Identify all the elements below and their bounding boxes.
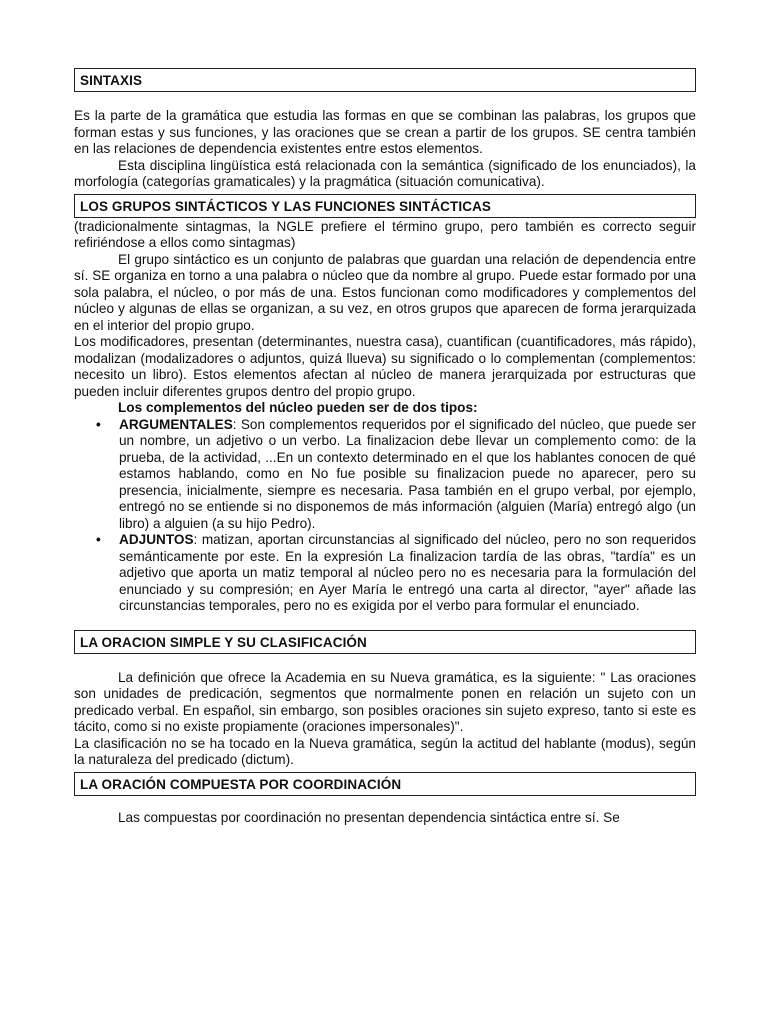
oracion-simple-paragraph-1: La definición que ofrece la Academia en su Nueva gramática, es la siguiente: " Las oraciones son unidades de predicación, segmentos que normalmente ponen en relación un sujeto con un predicado verbal. En español, sin embargo, son posibles oraciones sin sujeto expreso, tanto si este es tácito, como si no existe propiamente (oraciones impersonales)". — [74, 669, 696, 734]
bullet-icon: • — [96, 532, 101, 547]
list-item — [74, 417, 696, 533]
heading-sintaxis: SINTAXIS — [74, 68, 696, 92]
document-page — [74, 68, 696, 826]
heading-oracion-compuesta: LA ORACIÓN COMPUESTA POR COORDINACIÓN — [74, 772, 696, 796]
compuesta-paragraph-1: Las compuestas por coordinación no presentan dependencia sintáctica entre sí. Se — [118, 809, 620, 825]
grupos-paragraph-2: El grupo sintáctico es un conjunto de palabras que guardan una relación de dependencia entre sí. SE organiza en torno a una palabra o núcleo que da nombre al grupo. Puede estar formado por una sola palabra, el núcleo, o por más de una. Estos funcionan como modificadores y complementos del núcleo y algunas de ellas se organizan, a su vez, en otros grupos que aparecen de forma jerarquizada en el interior del propio grupo. — [74, 251, 696, 333]
sintaxis-paragraph-1: Es la parte de la gramática que estudia las formas en que se combinan las palabras, los grupos que forman estas y sus funciones, y las oraciones que se crean a partir de los grupos. SE centra también en las relaciones de dependencia existentes entre estos elementos. — [74, 108, 696, 156]
heading-grupos-sintacticos: LOS GRUPOS SINTÁCTICOS Y LAS FUNCIONES SINTÁCTICAS — [74, 194, 696, 218]
grupos-paragraph-3: Los modificadores, presentan (determinantes, nuestra casa), cuantifican (cuantificadores, más rápido), modalizan (modalizadores o adjuntos, quizá llueva) su significado o lo complementan (complementos: necesito un libro). Estos elementos afectan al núcleo de manera jerarquizada por estructuras que pueden incluir diferentes grupos dentro del propio grupo. — [74, 334, 696, 399]
complementos-subheading: Los complementos del núcleo pueden ser de dos tipos: — [118, 400, 478, 415]
sintaxis-paragraph-2: Esta disciplina lingüística está relacionada con la semántica (significado de los enunciados), la morfología (categorías gramaticales) y la pragmática (situación comunicativa). — [74, 157, 696, 189]
oracion-simple-paragraph-2: La clasificación no se ha tocado en la Nueva gramática, según la actitud del hablante (modus), según la naturaleza del predicado (dictum). — [74, 735, 696, 767]
bullet-term: ARGUMENTALES — [119, 416, 233, 432]
bullet-text: : Son complementos requeridos por el significado del núcleo, que puede ser un nombre, un adjetivo o un verbo. La finalizacion debe llevar un complemento como: de la prueba, de la actividad, ...En un contexto determinado en el que los hablantes conocen de qué estamos hablando, como en No fue posible su finalizacion puede no aparecer, pero su presencia, inicialmente, siempre es necesaria. Pasa también en el grupo verbal, por ejemplo, entregó no se entiende si no disponemos de más información (alguien (María) entregó algo (un libro) a alguien (a su hijo Pedro). — [119, 416, 696, 531]
bullet-term: ADJUNTOS — [119, 532, 194, 547]
grupos-paragraph-1: (tradicionalmente sintagmas, la NGLE prefiere el término grupo, pero también es correcto seguir refiriéndose a ellos como sintagmas) — [74, 218, 696, 250]
heading-oracion-simple: LA ORACION SIMPLE Y SU CLASIFICACIÓN — [74, 630, 696, 654]
complementos-list — [74, 417, 696, 615]
list-item — [74, 532, 696, 615]
bullet-icon: • — [96, 416, 101, 432]
bullet-text: : matizan, aportan circunstancias al significado del núcleo, pero no son requeridos semánticamente por este. En la expresión La finalizacion tardía de las obras, "tardía" es un adjetivo que aporta un matiz temporal al núcleo pero no es necesaria para la formulación del enunciado y su compresión; en Ayer María le entregó una carta al director, "ayer" añade las circunstancias temporales, pero no es exigida por el verbo para formular el enunciado. — [119, 532, 696, 613]
